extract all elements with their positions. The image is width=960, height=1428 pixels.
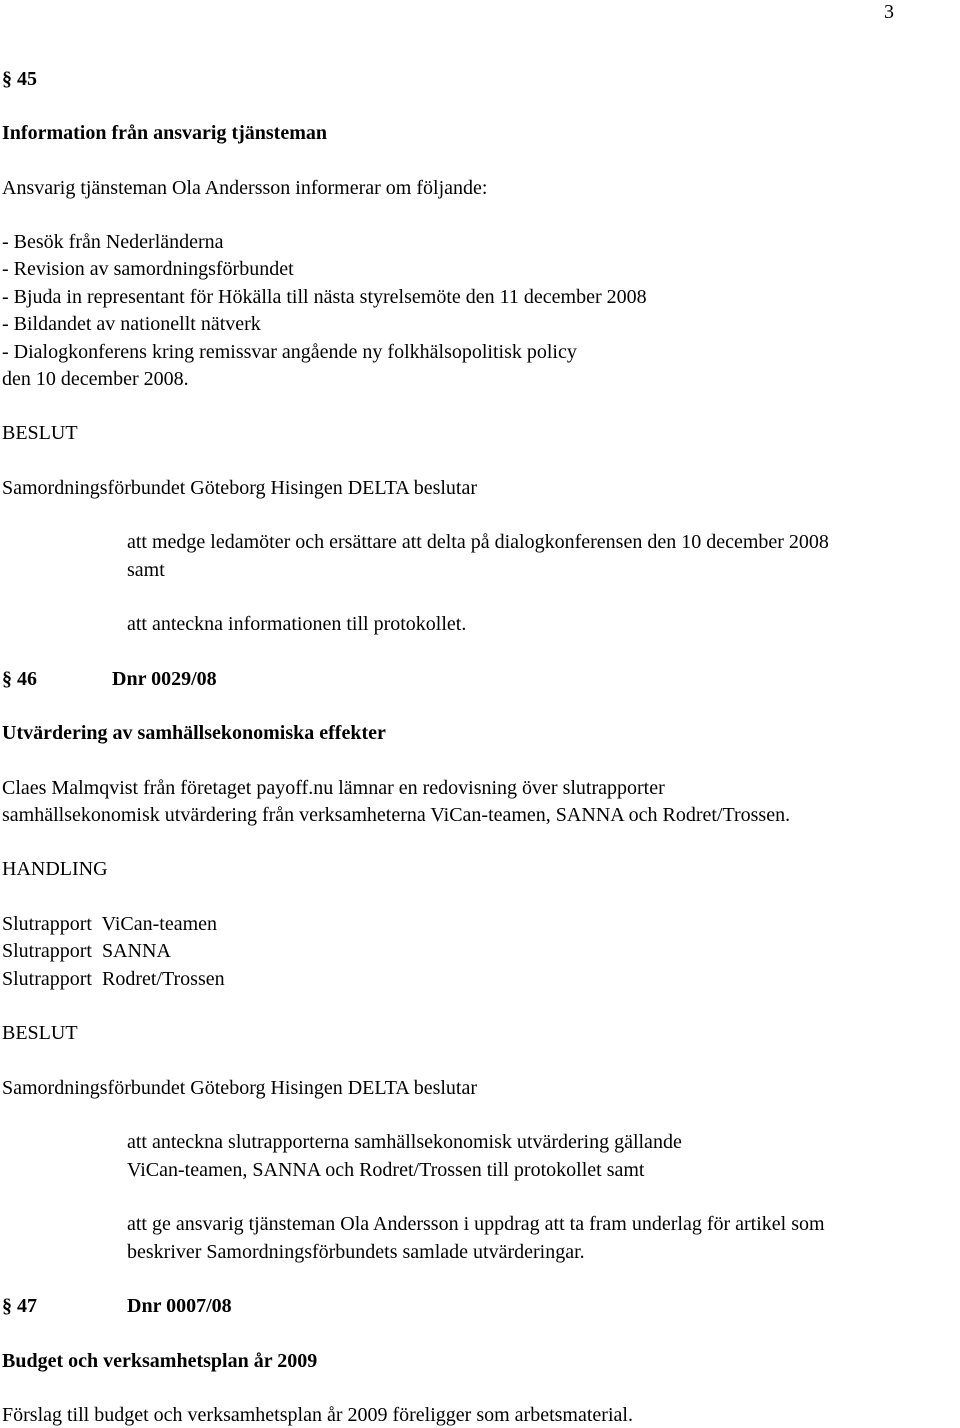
list-item: - Bildandet av nationellt nätverk <box>2 313 261 335</box>
handling-item: Slutrapport SANNA <box>2 940 171 962</box>
decision-line: samt <box>127 559 165 581</box>
decision-line: beskriver Samordningsförbundets samlade utvärderingar. <box>127 1241 585 1263</box>
handling-label: HANDLING <box>2 858 108 880</box>
body-line: samhällsekonomisk utvärdering från verksamheterna ViCan-teamen, SANNA och Rodret/Trossen. <box>2 804 791 826</box>
section-title-45: Information från ansvarig tjänsteman <box>2 122 327 144</box>
section-heading-47: § 47 <box>2 1295 37 1317</box>
section-dnr-46: Dnr 0029/08 <box>112 668 217 690</box>
section-title-46: Utvärdering av samhällsekonomiska effekter <box>2 722 386 744</box>
list-item: den 10 december 2008. <box>2 368 189 390</box>
section-heading-45: § 45 <box>2 68 37 90</box>
beslut-intro-46: Samordningsförbundet Göteborg Hisingen DELTA beslutar <box>2 1077 478 1099</box>
beslut-intro-45: Samordningsförbundet Göteborg Hisingen DELTA beslutar <box>2 477 478 499</box>
body-line: Förslag till budget och verksamhetsplan år 2009 föreligger som arbetsmaterial. <box>2 1404 633 1426</box>
section-title-47: Budget och verksamhetsplan år 2009 <box>2 1350 318 1372</box>
decision-line: att anteckna informationen till protokollet. <box>127 613 467 635</box>
decision-line: ViCan-teamen, SANNA och Rodret/Trossen till protokollet samt <box>127 1159 645 1181</box>
list-item: - Besök från Nederländerna <box>2 231 224 253</box>
handling-item: Slutrapport Rodret/Trossen <box>2 968 225 990</box>
section-intro-45: Ansvarig tjänsteman Ola Andersson informerar om följande: <box>2 177 488 199</box>
list-item: - Dialogkonferens kring remissvar angående ny folkhälsopolitisk policy <box>2 341 577 363</box>
page-number: 3 <box>884 1 894 23</box>
list-item: - Revision av samordningsförbundet <box>2 258 294 280</box>
decision-line: att medge ledamöter och ersättare att delta på dialogkonferensen den 10 december 2008 <box>127 531 829 553</box>
handling-item: Slutrapport ViCan-teamen <box>2 913 218 935</box>
decision-line: att anteckna slutrapporterna samhällsekonomisk utvärdering gällande <box>127 1131 682 1153</box>
decision-line: att ge ansvarig tjänsteman Ola Andersson i uppdrag att ta fram underlag för artikel som <box>127 1213 825 1235</box>
beslut-label-45: BESLUT <box>2 422 78 444</box>
section-dnr-47: Dnr 0007/08 <box>127 1295 232 1317</box>
beslut-label-46: BESLUT <box>2 1022 78 1044</box>
section-heading-46: § 46 <box>2 668 37 690</box>
list-item: - Bjuda in representant för Hökälla till nästa styrelsemöte den 11 december 2008 <box>2 286 647 308</box>
body-line: Claes Malmqvist från företaget payoff.nu lämnar en redovisning över slutrapporter <box>2 777 665 799</box>
